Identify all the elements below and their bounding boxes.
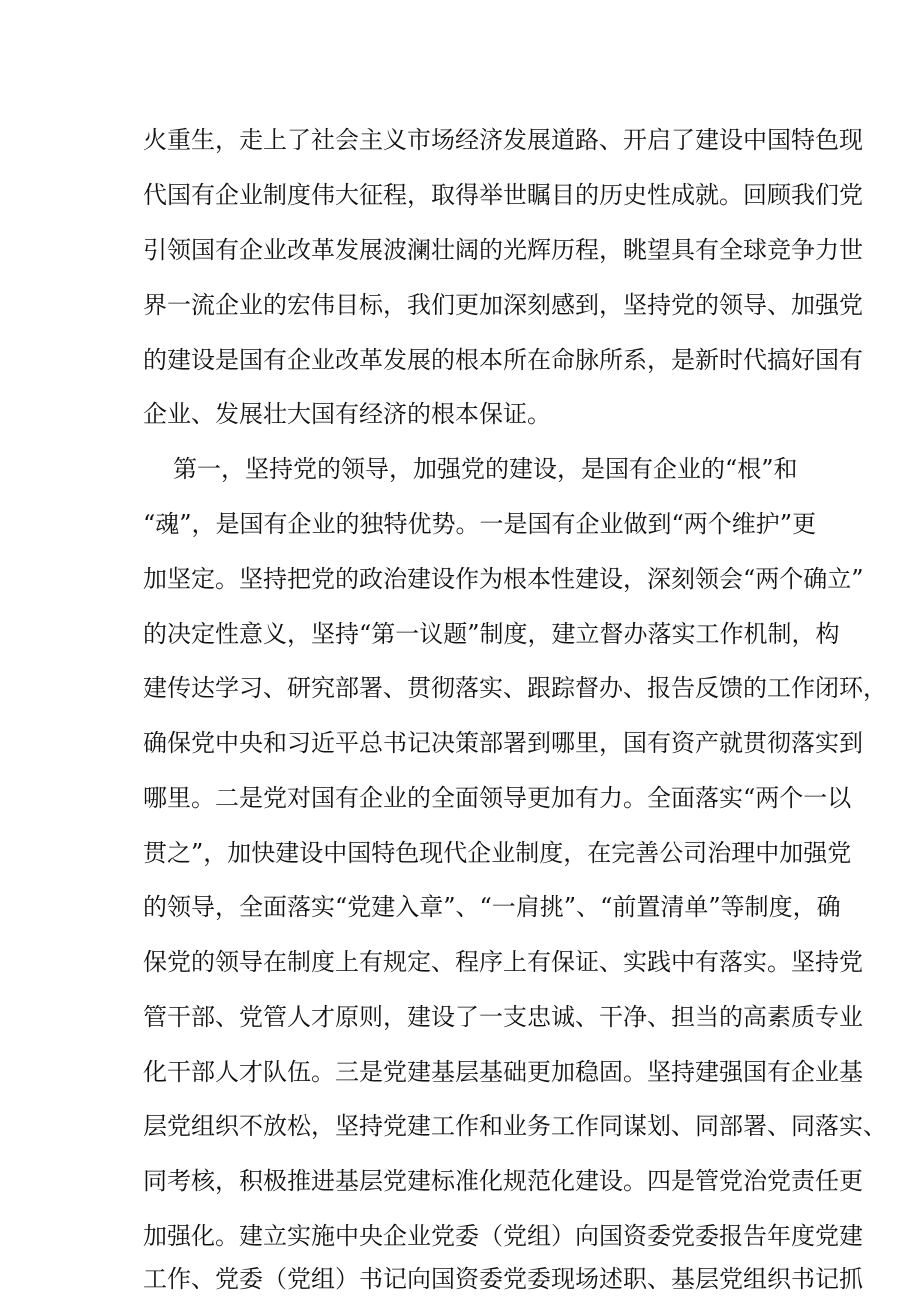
text-line: 管干部、党管人才原则，建设了一支忠诚、干净、担当的高素质专业 bbox=[143, 1003, 863, 1031]
text-line: 第一，坚持党的领导，加强党的建设，是国有企业的“根”和 bbox=[173, 455, 798, 483]
text-line: 贯之”，加快建设中国特色现代企业制度，在完善公司治理中加强党 bbox=[143, 839, 852, 867]
text-line: 代国有企业制度伟大征程，取得举世瞩目的历史性成就。回顾我们党 bbox=[143, 181, 863, 209]
text-line: “魂”，是国有企业的独特优势。一是国有企业做到“两个维护”更 bbox=[143, 510, 817, 538]
text-line: 建传达学习、研究部署、贯彻落实、跟踪督办、报告反馈的工作闭环， bbox=[143, 674, 887, 702]
text-line: 的领导，全面落实“党建入章”、“一肩挑”、“前置清单”等制度，确 bbox=[143, 893, 841, 921]
text-line: 层党组织不放松，坚持党建工作和业务工作同谋划、同部署、同落实、 bbox=[143, 1112, 887, 1140]
text-line: 火重生，走上了社会主义市场经济发展道路、开启了建设中国特色现 bbox=[143, 126, 863, 154]
text-line: 同考核，积极推进基层党建标准化规范化建设。四是管党治党责任更 bbox=[143, 1167, 863, 1195]
text-line: 界一流企业的宏伟目标，我们更加深刻感到，坚持党的领导、加强党 bbox=[143, 291, 863, 319]
text-line: 哪里。二是党对国有企业的全面领导更加有力。全面落实“两个一以 bbox=[143, 784, 852, 812]
text-line: 加坚定。坚持把党的政治建设作为根本性建设，深刻领会“两个确立” bbox=[143, 565, 864, 593]
text-line: 引领国有企业改革发展波澜壮阔的光辉历程，眺望具有全球竞争力世 bbox=[143, 236, 863, 264]
text-line: 加强化。建立实施中央企业党委（党组）向国资委党委报告年度党建 bbox=[143, 1222, 863, 1250]
text-line: 确保党中央和习近平总书记决策部署到哪里，国有资产就贯彻落实到 bbox=[143, 729, 863, 757]
text-line: 的建设是国有企业改革发展的根本所在命脉所系，是新时代搞好国有 bbox=[143, 346, 863, 374]
text-line: 企业、发展壮大国有经济的根本保证。 bbox=[143, 400, 551, 428]
text-line: 工作、党委（党组）书记向国资委党委现场述职、基层党组织书记抓 bbox=[143, 1265, 863, 1293]
text-line: 的决定性意义，坚持“第一议题”制度，建立督办落实工作机制，构 bbox=[143, 620, 840, 648]
text-line: 保党的领导在制度上有规定、程序上有保证、实践中有落实。坚持党 bbox=[143, 948, 863, 976]
text-line: 化干部人才队伍。三是党建基层基础更加稳固。坚持建强国有企业基 bbox=[143, 1058, 863, 1086]
